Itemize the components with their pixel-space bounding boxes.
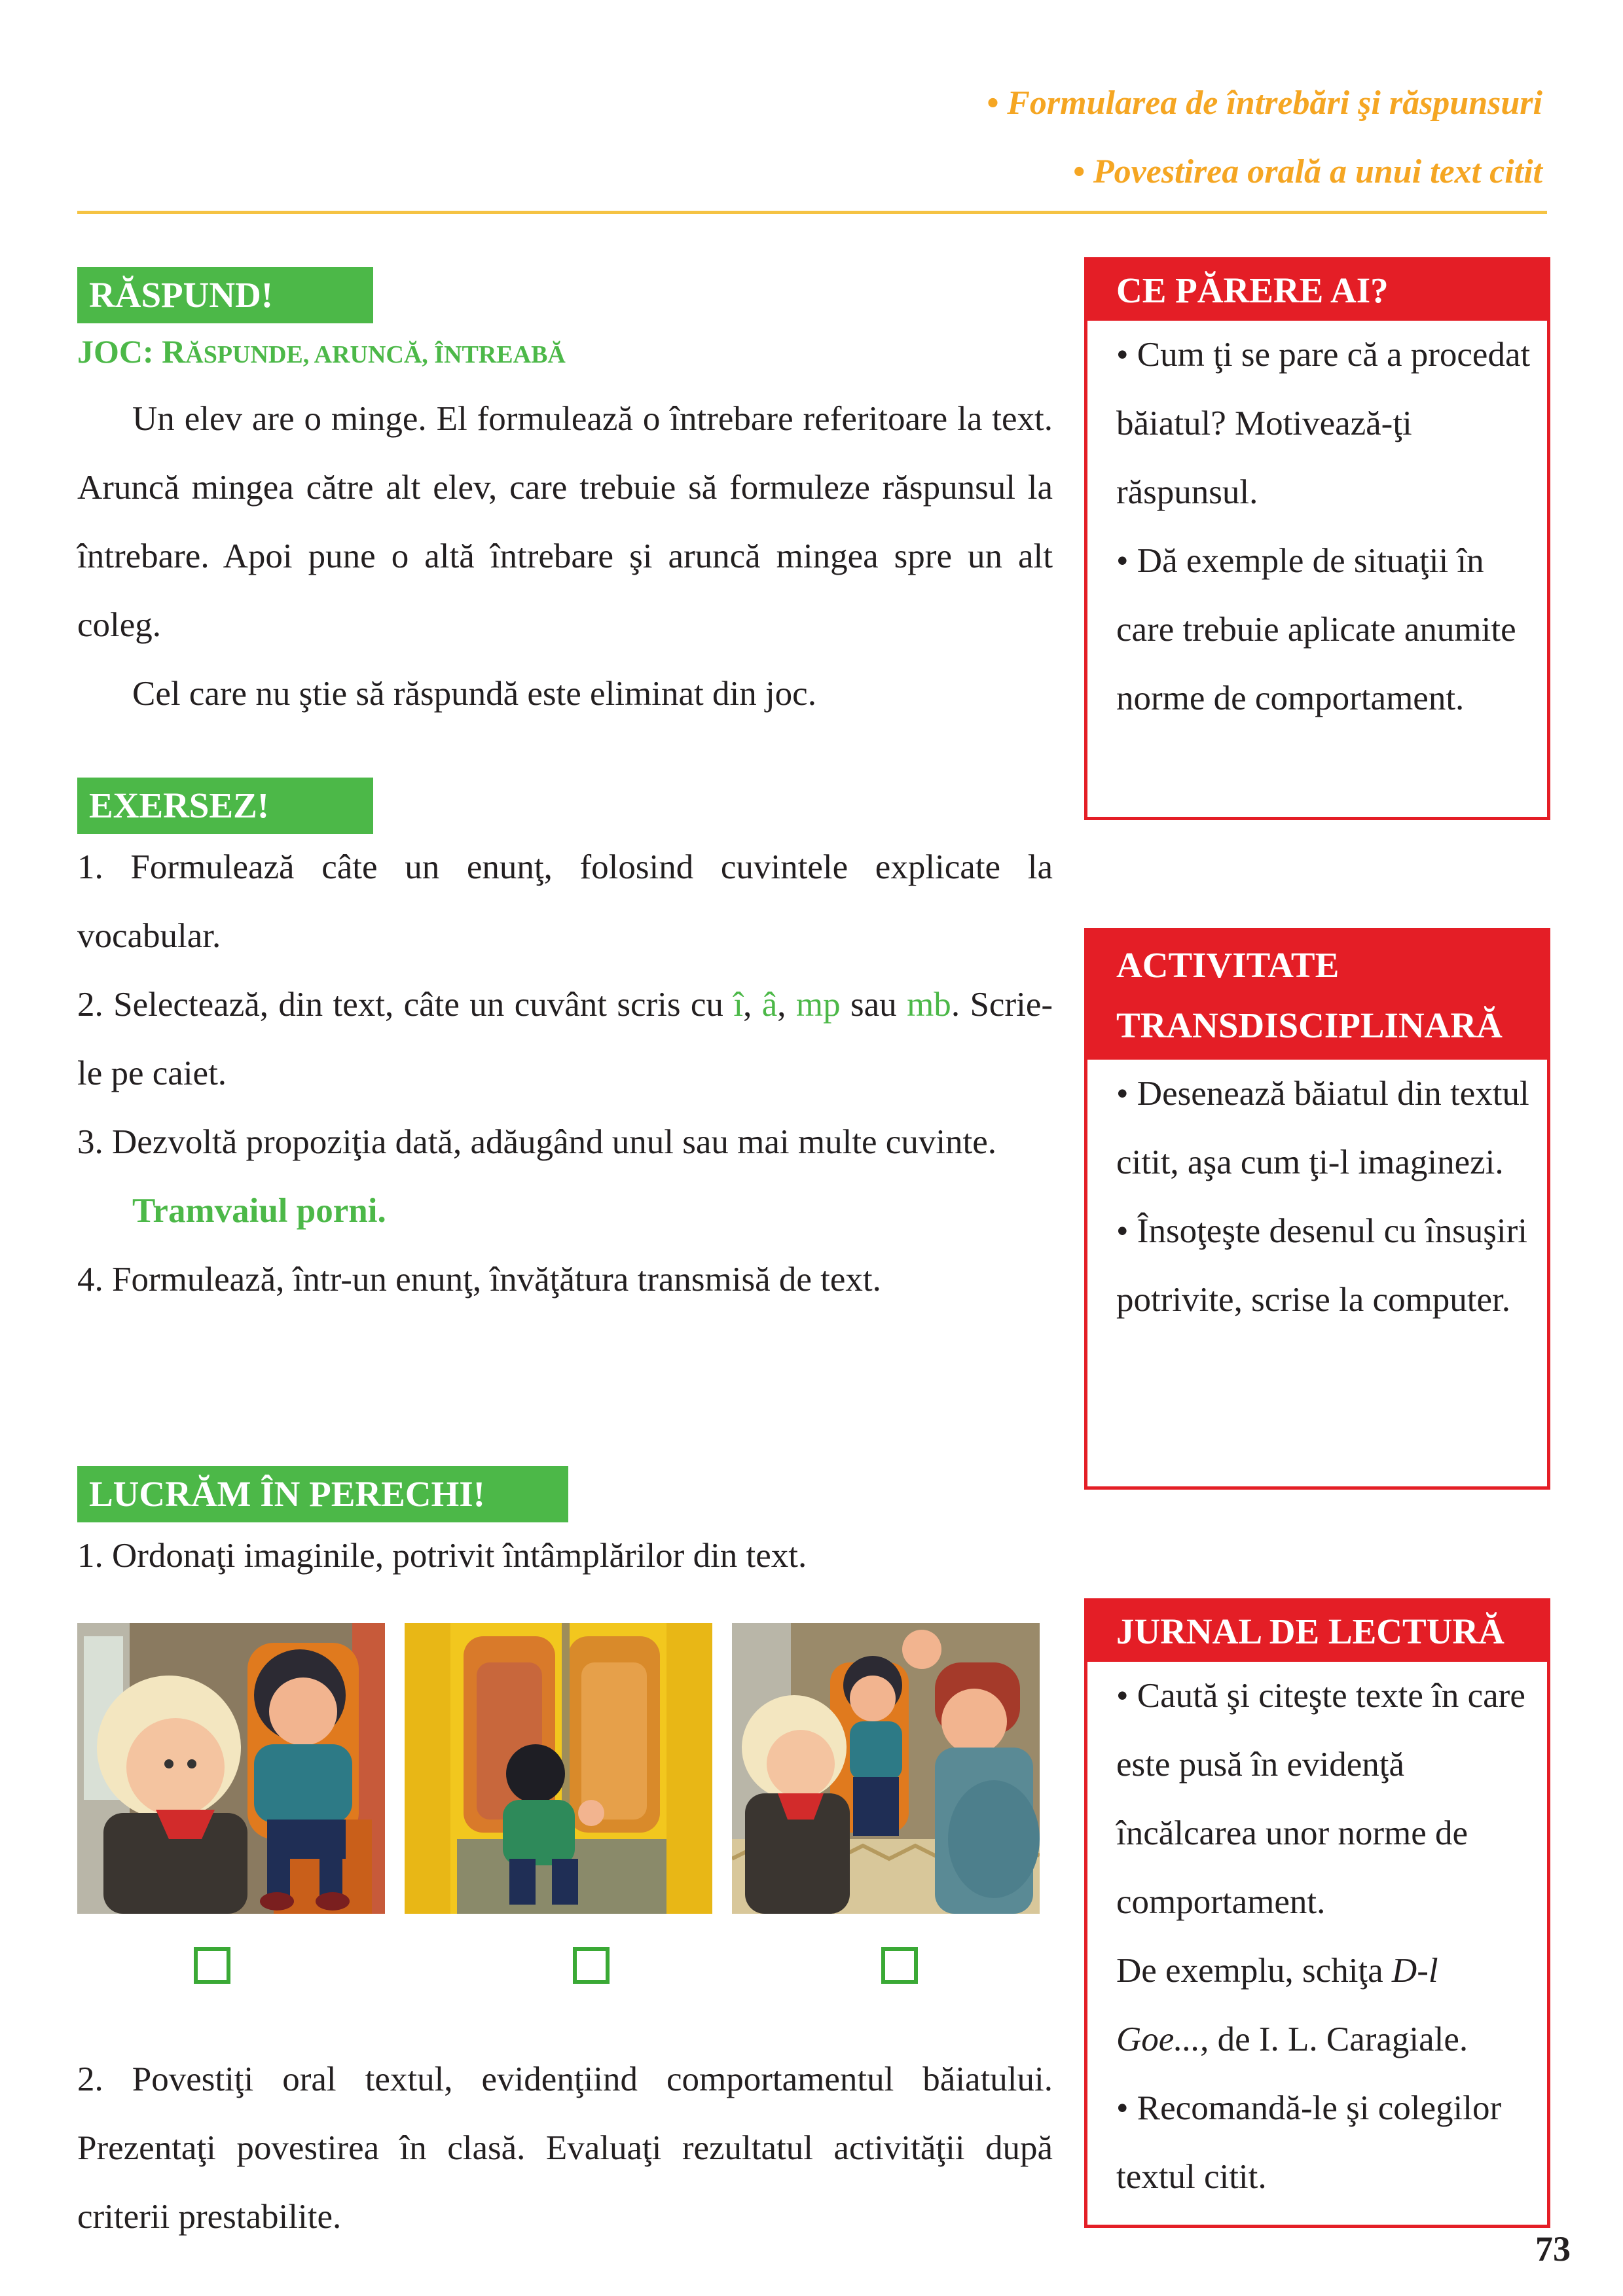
exersez-item-4: 4. Formulează, într-un enunţ, învăţătura transmisă de text. [77,1261,881,1299]
order-checkbox-3[interactable] [881,1947,918,1984]
perechi-item-2-wrap [77,2045,1053,2251]
perechi-item-2: 2. Povestiţi oral textul, evidenţiind comportamentul băiatului. Prezentaţi povestirea în clasă. Evaluaţi rezultatul activităţii după criterii prestabilite. [77,2060,1053,2236]
header-topic-2: • Povestirea orală a unui text citit [1072,153,1542,190]
picture-boy-seated [77,1623,385,1914]
box-parere-title: CE PĂRERE AI? [1087,260,1547,321]
box-activitate-bullet-1: • Desenează băiatul din textul citit, aşa cum ţi-l imaginezi. [1116,1075,1529,1181]
box-parere-bullet-1: • Cum ţi se pare că a procedat băiatul? Motivează-ţi răspunsul. [1116,336,1531,511]
header-divider [77,211,1547,214]
order-checkbox-1[interactable] [194,1947,230,1984]
picture-boy-leaving [405,1623,712,1914]
page-number: 73 [1535,2229,1571,2269]
exersez-item-1: 1. Formulează câte un enunţ, folosind cuvintele explicate la vocabular. [77,848,1053,955]
exersez-item-3: 3. Dezvoltă propoziţia dată, adăugând unul sau mai multe cuvinte. [77,1123,997,1161]
box-jurnal-title: JURNAL DE LECTURĂ [1087,1602,1547,1662]
box-activitate-body [1087,1060,1547,1335]
game-title: JOC: RĂSPUNDE, ARUNCĂ, ÎNTREABĂ [77,333,566,370]
header-topic-1: • Formularea de întrebări şi răspunsuri [987,84,1542,122]
box-jurnal [1084,1598,1550,2228]
box-jurnal-bullet-1: • Caută şi citeşte texte în care este pusă în evidenţă încălcarea unor norme de comportament. [1116,1677,1525,1921]
exersez-list [77,833,1053,1314]
box-jurnal-bullet-2: • Recomandă-le şi colegilor textul citit. [1116,2089,1502,2196]
box-parere-body [1087,321,1547,733]
exersez-tag: EXERSEZ! [77,778,373,834]
box-parere [1084,257,1550,820]
raspund-tag: RĂSPUND! [77,267,373,323]
perechi-tag: LUCRĂM ÎN PERECHI! [77,1466,568,1522]
box-activitate [1084,928,1550,1490]
box-jurnal-example: De exemplu, schiţa D-l Goe..., de I. L. Caragiale. [1116,1952,1468,2058]
box-activitate-bullet-2: • Însoţeşte desenul cu însuşiri potrivite, scrise la computer. [1116,1212,1527,1319]
given-sentence: Tramvaiul porni. [132,1192,386,1230]
game-instructions: Un elev are o minge. El formulează o întrebare referitoare la text. Aruncă mingea către alt elev, care trebuie să formuleze răspunsul la întrebare. Apoi pune o altă întrebare şi aruncă mingea spre un alt coleg. [77,400,1053,644]
perechi-item-1: 1. Ordonaţi imaginile, potrivit întâmplărilor din text. [77,1537,807,1575]
order-checkbox-2[interactable] [573,1947,610,1984]
box-parere-bullet-2: • Dă exemple de situaţii în care trebuie aplicate anumite norme de comportament. [1116,542,1516,717]
raspund-text [77,385,1053,728]
picture-boy-gives-seat [732,1623,1040,1914]
box-jurnal-body [1087,1662,1547,2212]
box-activitate-title: ACTIVITATE TRANSDISCIPLINARĂ [1087,931,1547,1060]
exersez-item-2: 2. Selectează, din text, câte un cuvânt scris cu î, â, mp sau mb. Scrie-le pe caiet. [77,986,1053,1092]
game-rule: Cel care nu ştie să răspundă este eliminat din joc. [132,675,816,713]
